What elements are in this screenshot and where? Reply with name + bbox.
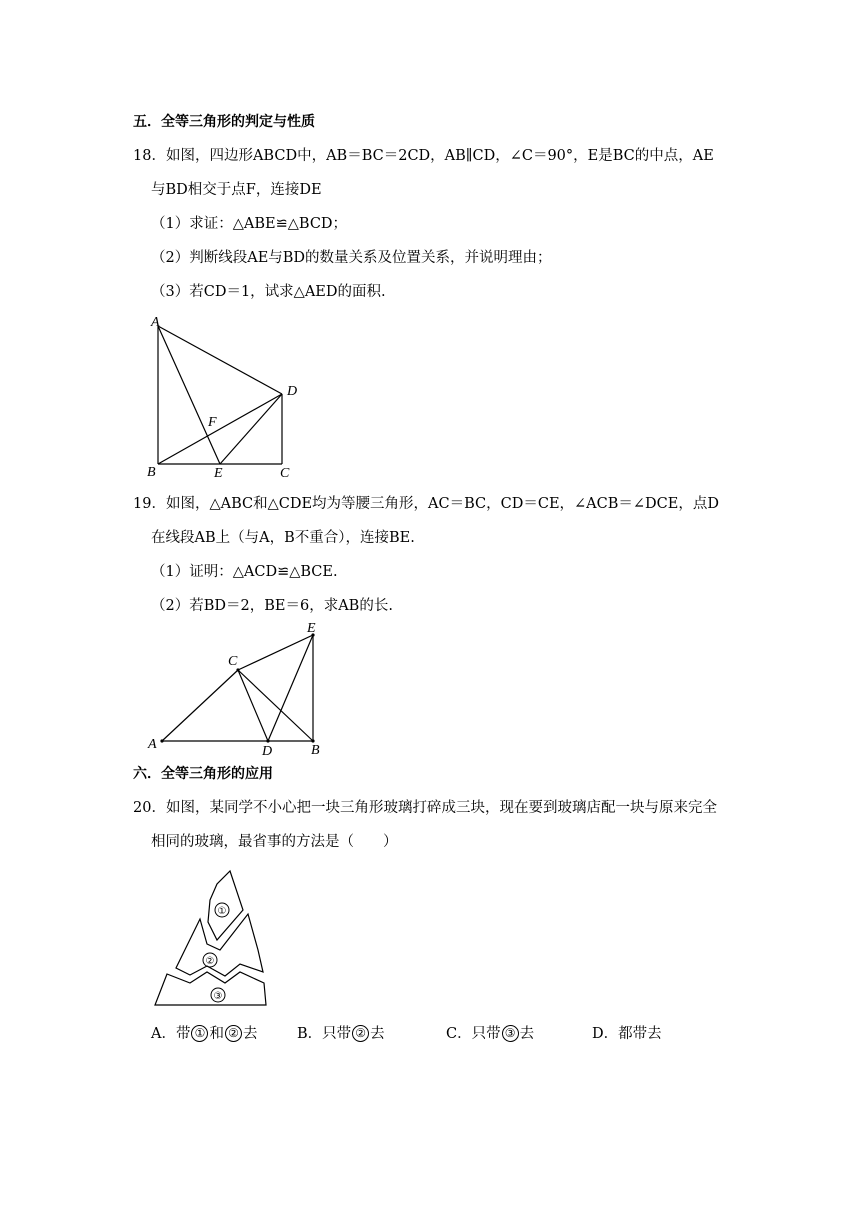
q19-stem-text-1: 如图，△ABC和△CDE均为等腰三角形，AC＝BC，CD＝CE，∠ACB＝∠DCE，点D bbox=[165, 496, 719, 512]
option-a-circle-2: ② bbox=[225, 1025, 242, 1042]
piece-label-2: ② bbox=[205, 956, 215, 967]
q20-stem-line-1 bbox=[133, 798, 717, 818]
q20-option-a[interactable] bbox=[151, 1024, 257, 1044]
q18-stem-text-1: 如图，四边形ABCD中，AB＝BC＝2CD，AB∥CD，∠C＝90°，E是BC的中点，AE bbox=[165, 148, 714, 164]
option-a-letter: A． bbox=[151, 1026, 176, 1042]
q19-label-C: C bbox=[228, 654, 238, 669]
q18-stem-line-1 bbox=[133, 146, 714, 166]
q19-stem-line-1 bbox=[133, 494, 719, 514]
q19-figure bbox=[140, 615, 340, 760]
q18-label-E: E bbox=[214, 466, 223, 481]
piece-label-3: ③ bbox=[213, 991, 223, 1002]
q19-label-B: B bbox=[311, 743, 320, 758]
q18-number: 18． bbox=[133, 148, 166, 164]
option-a-pre: 带 bbox=[175, 1026, 191, 1042]
q20-stem-text-1: 如图，某同学不小心把一块三角形玻璃打碎成三块，现在要到玻璃店配一块与原来完全 bbox=[165, 800, 717, 816]
q18-part-3: （3）若CD＝1，试求△AED的面积. bbox=[151, 284, 386, 300]
option-d-text: 都带去 bbox=[618, 1026, 662, 1042]
glass-piece-2 bbox=[176, 914, 263, 976]
q18-label-B: B bbox=[147, 465, 156, 480]
option-a-post: 去 bbox=[242, 1026, 258, 1042]
option-b-circle: ② bbox=[352, 1025, 369, 1042]
q18-label-C: C bbox=[280, 466, 290, 481]
q18-label-F: F bbox=[208, 415, 217, 430]
q20-option-b[interactable] bbox=[297, 1024, 385, 1044]
q18-label-A: A bbox=[151, 315, 160, 330]
q19-part-1: （1）证明：△ACD≌△BCE. bbox=[151, 564, 338, 580]
q18-part-2: （2）判断线段AE与BD的数量关系及位置关系，并说明理由； bbox=[151, 250, 552, 266]
option-b-pre: 只带 bbox=[322, 1026, 352, 1042]
option-b-post: 去 bbox=[370, 1026, 385, 1042]
q19-number: 19． bbox=[133, 496, 166, 512]
q18-figure bbox=[140, 308, 310, 484]
option-c-circle: ③ bbox=[502, 1025, 519, 1042]
q19-label-A: A bbox=[148, 737, 157, 752]
piece-label-1: ① bbox=[217, 906, 227, 917]
option-c-pre: 只带 bbox=[471, 1026, 501, 1042]
option-a-mid: 和 bbox=[209, 1026, 224, 1042]
q18-part-1: （1）求证：△ABE≌△BCD； bbox=[151, 216, 348, 232]
q19-label-D: D bbox=[262, 744, 273, 759]
q20-number: 20． bbox=[133, 800, 166, 816]
glass-piece-3 bbox=[155, 972, 266, 1005]
section-six-title: 六．全等三角形的应用 bbox=[133, 766, 273, 782]
piece-label-circles bbox=[203, 903, 229, 1002]
q18-stem-line-2: 与BD相交于点F，连接DE bbox=[151, 182, 322, 198]
option-c-letter: C． bbox=[446, 1026, 472, 1042]
q20-option-c[interactable] bbox=[446, 1024, 534, 1044]
option-b-letter: B． bbox=[297, 1026, 323, 1042]
section-five-title: 五．全等三角形的判定与性质 bbox=[133, 114, 315, 130]
q19-part-2: （2）若BD＝2，BE＝6，求AB的长. bbox=[151, 598, 393, 614]
q20-stem-line-2: 相同的玻璃，最省事的方法是（ ） bbox=[151, 834, 398, 850]
option-a-circle-1: ① bbox=[191, 1025, 208, 1042]
option-d-letter: D． bbox=[592, 1026, 619, 1042]
q19-stem-line-2: 在线段AB上（与A，B不重合），连接BE. bbox=[151, 530, 415, 546]
q20-broken-glass-figure bbox=[145, 862, 275, 1012]
q18-label-D: D bbox=[287, 384, 298, 399]
q19-label-E: E bbox=[307, 621, 316, 636]
option-c-post: 去 bbox=[519, 1026, 535, 1042]
q20-option-d[interactable] bbox=[592, 1024, 662, 1044]
